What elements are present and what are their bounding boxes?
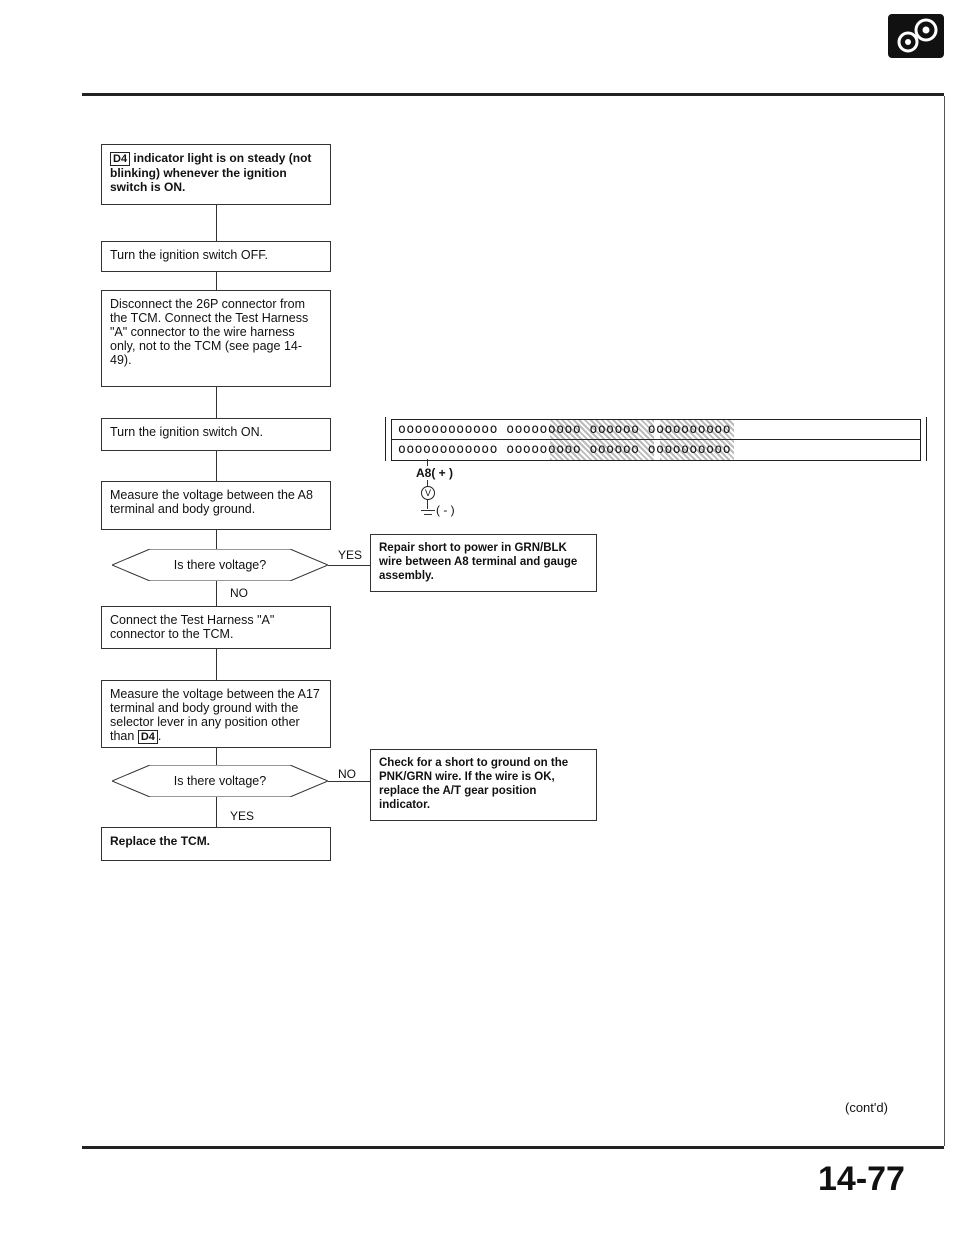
- step5-box: [101, 481, 331, 530]
- gears-logo-icon: [888, 14, 944, 58]
- step8-box: [101, 827, 331, 861]
- decision1-yes-label: YES: [338, 548, 363, 562]
- step7-box: [101, 680, 331, 748]
- d4-indicator-icon: D4: [110, 152, 130, 166]
- no-result2-text: Check for a short to ground on the PNK/GRN wire. If the wire is OK, replace the A/T gear position indicator.: [379, 757, 569, 811]
- step7-end: .: [157, 729, 162, 743]
- decision2-text: Is there voltage?: [173, 774, 267, 788]
- step3-box: [101, 290, 331, 387]
- step6-text: Connect the Test Harness "A" connector to the TCM.: [110, 613, 275, 641]
- yes-connector-line: [328, 565, 370, 566]
- decision2-no-label: NO: [338, 767, 356, 781]
- voltmeter-icon: [421, 486, 435, 500]
- step6-box: [101, 606, 331, 649]
- ground-symbol-2: [424, 514, 432, 515]
- footer-rule: [82, 1146, 944, 1149]
- contd-label: (cont'd): [845, 1100, 888, 1115]
- page-number: 14-77: [818, 1160, 905, 1198]
- decision2-yes-label: YES: [230, 809, 255, 823]
- no-connector-line: [328, 781, 370, 782]
- step2-box: [101, 241, 331, 272]
- step1-box: [101, 144, 331, 205]
- step3-text: Disconnect the 26P connector from the TCM. Connect the Test Harness "A" connector to the wire harness only, not to the TCM (see page 14-49).: [110, 297, 309, 367]
- step4-text: Turn the ignition switch ON.: [110, 425, 264, 439]
- step4-box: [101, 418, 331, 451]
- step8-text: Replace the TCM.: [110, 834, 211, 848]
- yes-result1-text: Repair short to power in GRN/BLK wire between A8 terminal and gauge assembly.: [379, 542, 578, 582]
- probe-negative-label: ( - ): [436, 503, 455, 517]
- right-rule: [944, 96, 945, 1146]
- voltmeter-label: V: [424, 488, 431, 498]
- d4-position-icon: D4: [138, 730, 158, 744]
- connector-row-2: oooooooooooo ooooooooo oooooo oooooooooo: [398, 442, 732, 457]
- probe-positive-label: A8( + ): [416, 466, 454, 480]
- step7-text: Measure the voltage between the A17 terminal and body ground with the selector lever in any position other than: [110, 687, 320, 743]
- step1-text: indicator light is on steady (not blinking) whenever the ignition switch is ON.: [110, 151, 312, 194]
- step5-text: Measure the voltage between the A8 terminal and body ground.: [110, 488, 313, 516]
- connector-row-1: oooooooooooo ooooooooo oooooo oooooooooo: [398, 422, 732, 437]
- connector-bracket: [385, 417, 927, 461]
- decision1-text: Is there voltage?: [173, 558, 267, 572]
- yes-result1-box: [370, 534, 597, 592]
- ground-symbol-1: [421, 510, 435, 511]
- decision1-no-label: NO: [230, 586, 248, 600]
- step2-text: Turn the ignition switch OFF.: [110, 248, 268, 262]
- no-result2-box: [370, 749, 597, 821]
- header-rule: [82, 93, 944, 96]
